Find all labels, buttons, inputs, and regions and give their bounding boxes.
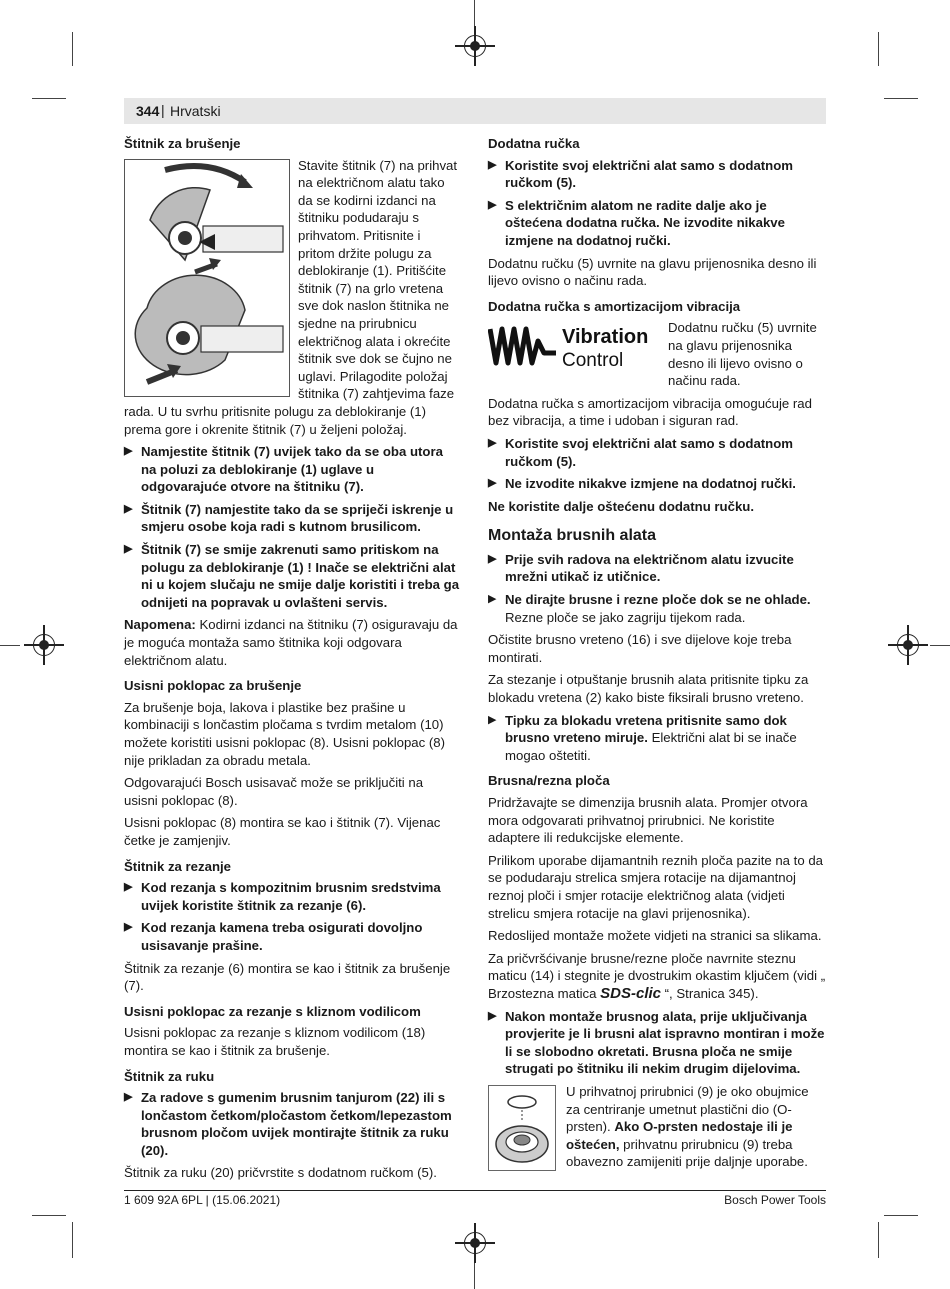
header-separator: | bbox=[161, 102, 165, 118]
bullet-arrow-icon: ▶ bbox=[488, 1009, 497, 1022]
section-title: Brusna/rezna ploča bbox=[488, 773, 610, 789]
bullet-arrow-icon: ▶ bbox=[488, 713, 497, 726]
paragraph: Prilikom uporabe dijamantnih reznih ploča pazite na to da se podudaraju strelica smjera rotacije na dijamantnoj reznoj ploči i smjer rotacije električnog alata (vidjeti strelicu smjera rotacije na glavi prijenosnika). bbox=[488, 852, 824, 921]
footer-doc-id: 1 609 92A 6PL | (15.06.2021) bbox=[124, 1193, 281, 1207]
registration-mark-bottom bbox=[464, 1232, 486, 1254]
crop-mark bbox=[474, 0, 475, 26]
note-paragraph: Napomena: Kodirni izdanci na štitniku (7) osiguravaju da je moguća montaža samo štitnika koji odgovara električnom alatu. bbox=[124, 617, 458, 668]
paragraph: Pridržavajte se dimenzija brusnih alata. Promjer otvora mora odgovarati prihvatnoj prirubnici. Ne koristite adaptere ili redukcijske elemente. bbox=[488, 795, 808, 846]
crop-mark bbox=[930, 645, 950, 646]
registration-mark-left bbox=[33, 634, 55, 656]
bullet-arrow-icon: ▶ bbox=[488, 158, 497, 171]
crop-mark bbox=[878, 32, 879, 66]
paragraph: Dodatnu ručku (5) uvrnite na glavu prijenosnika desno ili lijevo ovisno o načinu rada. bbox=[488, 255, 817, 289]
registration-mark-right bbox=[897, 634, 919, 656]
list-item: ▶ Ne dirajte brusne i rezne ploče dok se ne ohlade. Rezne ploče se jako zagriju tijekom rada. bbox=[488, 592, 811, 625]
vc-word2: Control bbox=[562, 350, 624, 372]
sds-clic-logo: SDS-clic bbox=[600, 984, 661, 1002]
paragraph: U prihvatnoj prirubnici (9) je oko obujmice za centriranje umetnut plastični dio (O-prsten). Ako O-prsten nedostaje ili je oštećen, prihvatnu prirubnicu (9) treba obavezno zamijeniti prije daljnje uporabe. bbox=[566, 1083, 809, 1170]
guard-illustration bbox=[125, 160, 289, 396]
section-title: Dodatna ručka s amortizacijom vibracija bbox=[488, 298, 741, 314]
paragraph: Odgovarajući Bosch usisavač može se priključiti na usisni poklopac (8). bbox=[124, 775, 424, 808]
bullet-arrow-icon: ▶ bbox=[124, 543, 133, 556]
paragraph: Dodatnu ručku (5) uvrnite na glavu prijenosnika desno ili lijevo ovisno o načinu rada. bbox=[668, 320, 817, 389]
footer-brand: Bosch Power Tools bbox=[724, 1193, 826, 1207]
page-header bbox=[124, 98, 826, 124]
paragraph: Dodatna ručka s amortizacijom vibracija omogućuje rad bez vibracija, a time i udoban i siguran rad. bbox=[488, 395, 812, 429]
bullet-arrow-icon: ▶ bbox=[488, 552, 497, 565]
bullet-arrow-icon: ▶ bbox=[124, 502, 133, 515]
paragraph: Štitnik za ruku (20) pričvrstite s dodatnom ručkom (5). bbox=[124, 1165, 437, 1181]
o-ring-figure bbox=[488, 1085, 556, 1171]
header-language: Hrvatski bbox=[170, 103, 221, 119]
section-title: Dodatna ručka bbox=[488, 136, 580, 151]
list-item: ▶ Nakon montaže brusnog alata, prije uključivanja provjerite je li brusni alat ispravno montiran i može li se slobodno okretati. Brusna ploča ne smije strugati po štitniku ili nekim drugim dijelovima. bbox=[488, 1008, 825, 1077]
paragraph: Usisni poklopac za rezanje s kliznom vodilicom (18) montira se kao i štitnik za brušenje. bbox=[124, 1025, 426, 1058]
guard-instructions: Stavite štitnik (7) na prihvat na električnom alatu tako da se kodirni izdanci na štitniku podudaraju s prihvatom. Pritisnite i pritom držite polugu za deblokiranje (1). Pritišćite štitnik (7) na grlo vretena sve dok naslon štitnika ne sjedne na prirubnicu električnog alata i okrećite štitnik sve dok se čujno ne uglavi. Prilagodite položaj štitnika (7) zahtjevima faze rada. U tu svrhu pritisnite polugu za deblokiranje (1) prema gore i okrenite štitnik (7) u željeni položaj. bbox=[124, 157, 458, 437]
list-item: ▶ Koristite svoj električni alat samo s dodatnom ručkom (5). bbox=[488, 157, 794, 191]
list-item: ▶ Prije svih radova na električnom alatu izvucite mrežni utikač iz utičnice. bbox=[488, 551, 794, 585]
section-title: Štitnik za ruku bbox=[124, 1068, 215, 1084]
crop-mark bbox=[884, 98, 918, 99]
paragraph: Ne koristite dalje oštećenu dodatnu ručku. bbox=[488, 498, 755, 514]
crop-mark bbox=[32, 98, 66, 99]
footer-rule bbox=[124, 1190, 826, 1191]
bullet-arrow-icon: ▶ bbox=[124, 445, 133, 458]
bullet-arrow-icon: ▶ bbox=[488, 477, 497, 490]
registration-mark-top bbox=[464, 35, 486, 57]
crop-mark bbox=[72, 1222, 73, 1258]
bullet-arrow-icon: ▶ bbox=[124, 921, 133, 934]
o-ring-illustration bbox=[489, 1086, 555, 1170]
section-title: Štitnik za rezanje bbox=[124, 858, 232, 874]
section-title: Štitnik za brušenje bbox=[124, 136, 241, 151]
paragraph: Štitnik za rezanje (6) montira se kao i štitnik za brušenje (7). bbox=[124, 960, 451, 994]
list-item: ▶ Namjestite štitnik (7) uvijek tako da se oba utora na poluzi za deblokiranje (1) uglave u odgovarajuće otvore na štitniku (7). bbox=[124, 444, 443, 495]
paragraph: Usisni poklopac (8) montira se kao i štitnik (7). Vijenac četke je zamjenjiv. bbox=[124, 815, 441, 848]
paragraph: Za brušenje boja, lakova i plastike bez prašine u kombinaciji s lončastim pločama s tvrdim metalom (10) možete koristiti usisni poklopac (8). Usisni poklopac (8) nije prikladan za obradu metala. bbox=[124, 699, 446, 768]
bullet-arrow-icon: ▶ bbox=[488, 436, 497, 449]
crop-mark bbox=[0, 645, 20, 646]
vibration-control-logo bbox=[488, 319, 660, 373]
bullet-arrow-icon: ▶ bbox=[124, 881, 133, 894]
bullet-arrow-icon: ▶ bbox=[124, 1091, 133, 1104]
crop-mark bbox=[474, 1262, 475, 1289]
list-item: ▶ Kod rezanja kamena treba osigurati dovoljno usisavanje prašine. bbox=[124, 920, 423, 953]
paragraph: Očistite brusno vreteno (16) i sve dijelove koje treba montirati. bbox=[488, 632, 792, 665]
paragraph: Za stezanje i otpuštanje brusnih alata pritisnite tipku za blokadu vretena (2) kako biste fiksirali brusno vreteno. bbox=[488, 672, 809, 706]
bullet-arrow-icon: ▶ bbox=[488, 593, 497, 606]
list-item: ▶ Štitnik (7) namjestite tako da se spriječi iskrenje u smjeru osobe koja radi s kutnom brusilicom. bbox=[124, 501, 454, 535]
paragraph: Redoslijed montaže možete vidjeti na stranici sa slikama. bbox=[488, 928, 822, 944]
guard-mounting-figure bbox=[124, 159, 290, 397]
left-column bbox=[124, 135, 460, 1187]
crop-mark bbox=[884, 1215, 918, 1216]
list-item: ▶ Ne izvodite nikakve izmjene na dodatnoj ručki. bbox=[488, 476, 796, 492]
list-item: ▶ S električnim alatom ne radite dalje ako je oštećena dodatna ručka. Ne izvodite nikakve izmjene na dodatnoj ručki. bbox=[488, 197, 785, 248]
vc-word1: Vibration bbox=[562, 326, 649, 349]
list-item: ▶ Štitnik (7) se smije zakrenuti samo pritiskom na polugu za deblokiranje (1) ! Inače se električni alat ni u kojem slučaju ne smije dalje koristiti i treba ga odnijeti na popravak u ovlašteni servis. bbox=[124, 542, 460, 610]
bullet-arrow-icon: ▶ bbox=[488, 198, 497, 211]
list-item: ▶ Koristite svoj električni alat samo s dodatnom ručkom (5). bbox=[488, 435, 794, 469]
section-heading: Montaža brusnih alata bbox=[488, 527, 657, 545]
section-title: Usisni poklopac za brušenje bbox=[124, 678, 302, 694]
list-item: ▶ Za radove s gumenim brusnim tanjurom (22) ili s lončastom četkom/pločastom četkom/lepezastom brusnom pločom uvijek montirajte štitnik za ruku (20). bbox=[124, 1090, 452, 1158]
section-title: Usisni poklopac za rezanje s kliznom vodilicom bbox=[124, 1003, 421, 1019]
list-item: ▶ Kod rezanja s kompozitnim brusnim sredstvima uvijek koristite štitnik za rezanje (6). bbox=[124, 880, 441, 913]
crop-mark bbox=[72, 32, 73, 66]
crop-mark bbox=[878, 1222, 879, 1258]
right-column bbox=[488, 135, 826, 1176]
page-number: 344 bbox=[136, 103, 160, 119]
list-item: ▶ Tipku za blokadu vretena pritisnite samo dok brusno vreteno miruje. Električni alat bi se inače mogao oštetiti. bbox=[488, 712, 797, 763]
crop-mark bbox=[32, 1215, 66, 1216]
paragraph: Za pričvršćivanje brusne/rezne ploče navrnite steznu maticu (14) i stegnite je dvostrukim okastim ključem (vidi „ Brzostezna matica SDS-clic “, Stranica 345). bbox=[488, 950, 826, 1002]
